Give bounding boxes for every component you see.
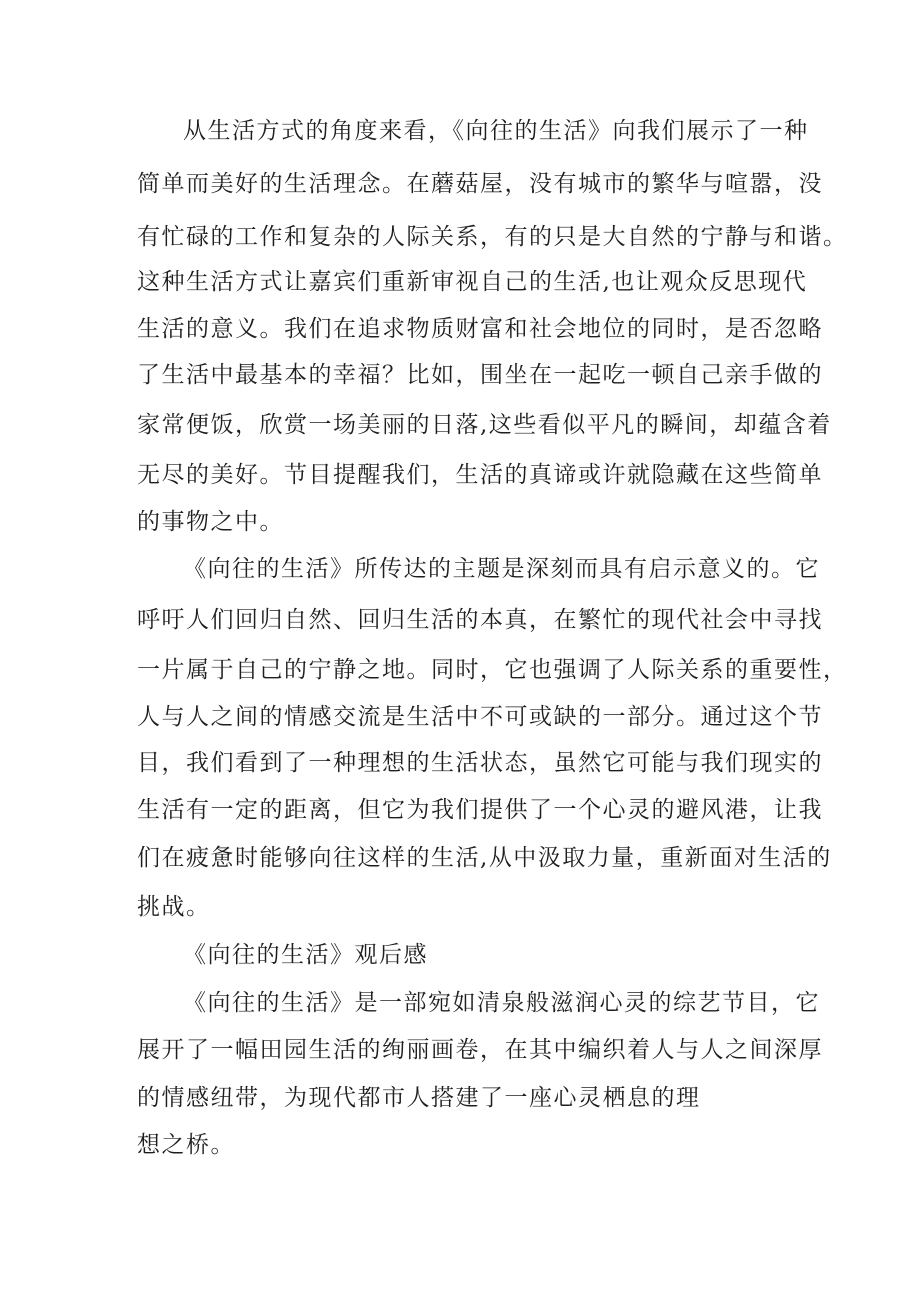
- paragraph-line: 简单而美好的生活理念。在蘑菇屋，没有城市的繁华与喧嚣，没: [137, 171, 823, 197]
- paragraph-line: 从生活方式的角度来看，《向往的生活》向我们展示了一种: [183, 118, 809, 144]
- paragraph-line: 生活有一定的距离，但它为我们提供了一个心灵的避风港，让我: [137, 797, 823, 823]
- paragraph-line: 了生活中最基本的幸福？比如，围坐在一起吃一顿自己亲手做的: [137, 362, 823, 388]
- paragraph-line: 人与人之间的情感交流是生活中不可或缺的一部分。通过这个节: [137, 704, 823, 730]
- paragraph-line: 的事物之中。: [137, 509, 284, 535]
- paragraph-line: 《向往的生活》所传达的主题是深刻而具有启示意义的。它: [183, 556, 820, 582]
- section-heading: 《向往的生活》观后感: [183, 942, 428, 968]
- paragraph-line: 生活的意义。我们在追求物质财富和社会地位的同时，是否忽略: [137, 316, 823, 342]
- paragraph-line: 家常便饭，欣赏一场美丽的日落,这些看似平凡的瞬间，却蕴含着: [137, 412, 832, 438]
- paragraph-line: 目，我们看到了一种理想的生活状态，虽然它可能与我们现实的: [137, 750, 823, 776]
- paragraph-line: 一片属于自己的宁静之地。同时，它也强调了人际关系的重要性，: [137, 657, 848, 683]
- paragraph-line: 挑战。: [137, 894, 211, 920]
- paragraph-line: 想之桥。: [137, 1132, 235, 1158]
- paragraph-line: 们在疲惫时能够向往这样的生活,从中汲取力量，重新面对生活的: [137, 845, 832, 871]
- paragraph-line: 呼吁人们回归自然、回归生活的本真，在繁忙的现代社会中寻找: [137, 607, 823, 633]
- paragraph-line: 无尽的美好。节目提醒我们，生活的真谛或许就隐藏在这些简单: [137, 462, 823, 488]
- paragraph-line: 的情感纽带，为现代都市人搭建了一座心灵栖息的理: [137, 1085, 701, 1111]
- paragraph-line: 展开了一幅田园生活的绚丽画卷，在其中编织着人与人之间深厚: [137, 1037, 823, 1063]
- paragraph-line: 有忙碌的工作和复杂的人际关系，有的只是大自然的宁静与和谐。: [137, 224, 848, 250]
- paragraph-line: 这种生活方式让嘉宾们重新审视自己的生活,也让观众反思现代: [137, 269, 808, 295]
- paragraph-line: 《向往的生活》是一部宛如清泉般滋润心灵的综艺节目，它: [183, 990, 820, 1016]
